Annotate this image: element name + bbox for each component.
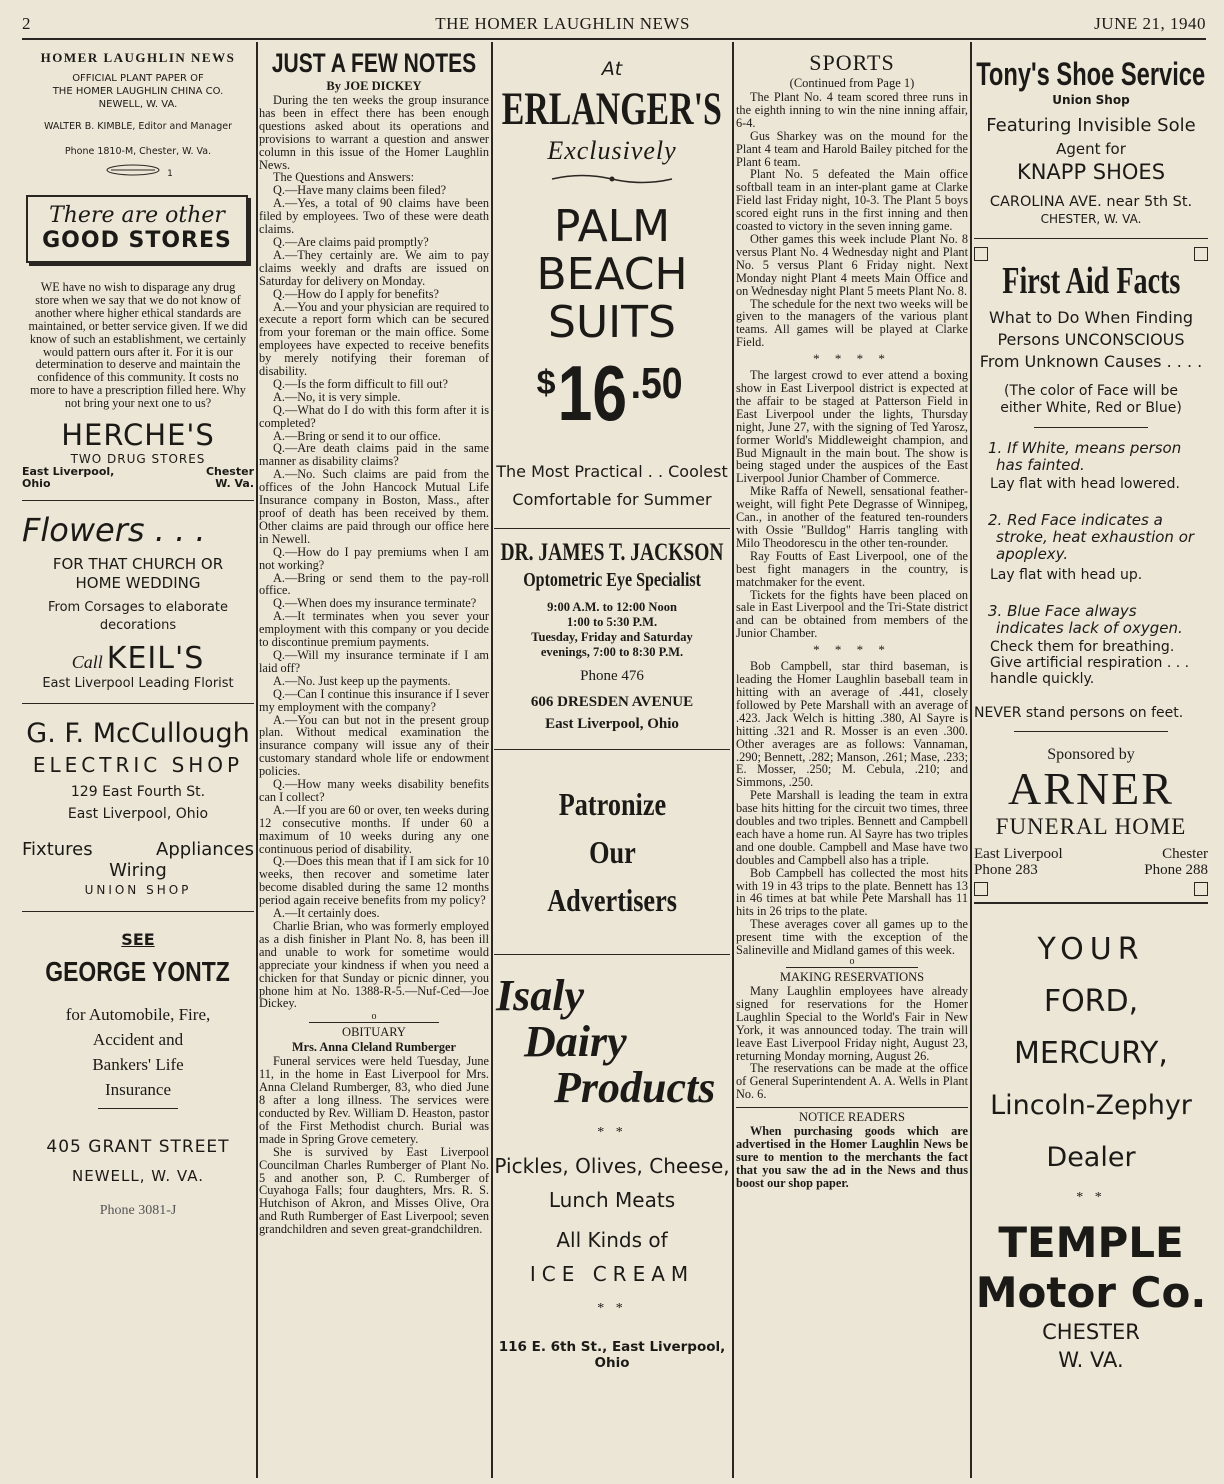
- herche-sub: TWO DRUG STORES: [70, 452, 206, 467]
- jackson-phone: Phone 476: [580, 668, 644, 684]
- tony-name: Tony's Shoe Service: [976, 56, 1206, 92]
- mccullough-services: Fixtures Appliances: [22, 839, 254, 861]
- isaly-dairy: Isaly Dairy Products: [496, 971, 716, 1112]
- yontz-address: 405 GRANT STREET: [46, 1137, 230, 1158]
- notice-head: NOTICE READERS: [799, 1110, 905, 1125]
- ford-dealer: YOUR FORD, MERCURY, Lincoln-Zephyr Dealer: [990, 932, 1192, 1173]
- paragraph: Other games this week include Plant No. 8 versus Plant No. 4 Wednesday night and Plant No. 5 versus Plant 6 Friday night. Next Monday night Plant 4 meets Main Office and on Wednesday night Plant 5 meets Plant No. 8.: [736, 231, 968, 298]
- other-stores-line1: There are other: [49, 203, 225, 228]
- flowers-occasion: FOR THAT CHURCH OR HOME WEDDING: [52, 555, 224, 593]
- suit-tagline: The Most Practical . . Coolest Comfortable for Summer: [496, 462, 728, 509]
- obituary-article: [259, 1055, 489, 1236]
- ford-stars: * *: [1076, 1190, 1106, 1205]
- paragraph: The Plant No. 4 team scored three runs in the eighth inning to win the nine inning affair, 6-4.: [736, 90, 968, 130]
- isaly-products: Pickles, Olives, Cheese, Lunch Meats All Kinds of ICE CREAM: [494, 1154, 730, 1286]
- paragraph: Ray Foutts of East Liverpool, one of the best fight managers in the country, is matchmaker for the event.: [736, 548, 968, 589]
- paragraph: A.—They certainly are. We aim to pay claims weekly and drafts are issued on Saturday for delivery on Monday.: [259, 247, 489, 288]
- paragraph: Charlie Brian, who was formerly employed as a dish finisher in Plant No. 8, has been ill and unable to work for sometime would appreciate your kindness if when you need a chicken for that Sunday or picnic dinner, you phone him at No. 1388-R-5.—Nuf-Ced—Joe Dickey.: [259, 919, 489, 1011]
- paragraph: Tickets for the fights have been placed on sale in East Liverpool and the Tri-State district and can be obtained from members of the Junior Chamber.: [736, 587, 968, 641]
- sports-article-2: [736, 369, 968, 640]
- paragraph: Bob Campbell, star third baseman, is leading the Homer Laughlin baseball team in hitting with an average of .441, closely followed by Pete Marshall with an average of .423. Jack Welch is hitting .380, Al Sayre is hitting .321 and R. Mosser is an even .300. Other averages are as follows: Vannaman, .290; Bennett, .282; Manson, .261; Mase, .233; E. Mosser, .250; M. Cebula, .210; and Simmons, .250.: [736, 659, 968, 790]
- page-number: 2: [22, 14, 31, 33]
- corner-box-icon: [974, 247, 988, 261]
- yontz-services: for Automobile, Fire, Accident and Bankers' Life Insurance: [65, 1005, 211, 1100]
- other-stores-box: [26, 195, 248, 263]
- tony-feature: Featuring Invisible Sole: [986, 115, 1196, 136]
- paragraph: A.—It certainly does.: [273, 906, 380, 921]
- paragraph: The Questions and Answers:: [273, 170, 415, 185]
- corner-box-icon: [1194, 882, 1208, 896]
- tony-union: Union Shop: [1052, 93, 1130, 107]
- yontz-phone: Phone 3081-J: [99, 1203, 177, 1219]
- first-aid-3-action: Check them for breathing. Give artificial respiration . . . handle quickly.: [990, 639, 1190, 687]
- union-label: 1: [22, 163, 254, 181]
- sports-article-1: [736, 91, 968, 349]
- paragraph: Funeral services were held Tuesday, June 11, in the home in East Liverpool for Mrs. Anna Cleland Rumberger, 83, who died June 8 after a long illness. The services were conducted by Rev. William D. Heaston, pastor of the First Methodist church. Burial was made in Spring Grove cemetery.: [259, 1054, 489, 1146]
- mccullough-name: G. F. McCullough: [26, 718, 250, 750]
- paragraph: Many Laughlin employees have already signed for reservations for the Homer Laughlin Special to the World's Fair in New York, it was announced today. The train will leave East Liverpool Friday night, August 23, returning Monday morning, August 26.: [736, 984, 968, 1063]
- reservations-article: [736, 985, 968, 1101]
- herche-body: WE have no wish to disparage any drug store when we say that we do not know of another where higher ethical standards are maintained, or better service given. If we did know of such an establishment, we certainly would pattern ours after it. For it is our determination to deserve and maintain the confidence of this community. It costs no more to have a prescription filled here. Why not bring your next one to us?: [28, 280, 248, 411]
- erlanger-name: ERLANGER'S: [501, 83, 723, 135]
- jackson-hours: 9:00 A.M. to 12:00 Noon 1:00 to 5:30 P.M. Tuesday, Friday and Saturday evenings, 7:00 to 8:30 P.M.: [531, 600, 693, 659]
- paragraph: A.—No, it is very simple.: [273, 389, 401, 404]
- paragraph: Q.—Will my insurance terminate if I am laid off?: [259, 647, 489, 675]
- paragraph: The reservations can be made at the office of General Superintendent A. A. Wells in Plant No. 6.: [736, 1061, 968, 1102]
- paragraph: Q.—How do I pay premiums when I am not working?: [259, 544, 489, 572]
- column-rule: [732, 42, 734, 1478]
- stars-separator: * * * *: [813, 351, 891, 367]
- temple-motor: TEMPLE Motor Co.: [975, 1218, 1207, 1317]
- paragraph: A.—Bring or send them to the pay-roll office.: [259, 570, 489, 598]
- tony-knapp: KNAPP SHOES: [1016, 160, 1166, 184]
- sports-article-3: [736, 660, 968, 957]
- first-aid-title: First Aid Facts: [1001, 260, 1181, 302]
- temple-city: CHESTER W. VA.: [1042, 1320, 1140, 1372]
- isaly-stars-2: * *: [597, 1301, 627, 1316]
- mccullough-address: 129 East Fourth St. East Liverpool, Ohio: [67, 784, 209, 823]
- paragraph: A.—You can but not in the present group plan. Without medical examination the insurance company will issue any of their customary standard whole life or endowment policies.: [259, 712, 489, 779]
- suit-price: $16.50: [536, 349, 683, 437]
- paragraph: A.—Yes, a total of 90 claims have been filed by employees. Two of these were death claims.: [259, 196, 489, 237]
- obituary-name: Mrs. Anna Cleland Rumberger: [292, 1040, 456, 1055]
- mccullough-wiring: Wiring: [109, 860, 167, 882]
- paragraph: A.—No. Such claims are paid from the offices of the John Hancock Mutual Life Insurance company in Boston, Mass., after proof of death has been received by them. Other claims are paid through our office here in Newell.: [259, 467, 489, 546]
- first-aid-2: 2. Red Face indicates a stroke, heat exhaustion or apoplexy.: [988, 511, 1195, 563]
- scroll-ornament-icon: [547, 170, 677, 188]
- sports-continued: (Continued from Page 1): [789, 76, 915, 90]
- separator: o: [849, 956, 855, 967]
- separator: o: [371, 1011, 377, 1023]
- paper-name: HOMER LAUGHLIN NEWS: [40, 50, 236, 65]
- paragraph: These averages cover all games up to the present time with the exception of the Salineville and Midland games of this week.: [736, 917, 968, 958]
- paragraph: She is survived by East Liverpool Councilman Charles Rumberger of Plant No. 5 and another son, P. C. Rumberger of Cuyahoga Falls; four daughters, Mrs. R. S. Hutchison of Akron, and Misses Olive, Ora and Ruth Rumberger of East Liverpool; seven grandchildren and seven great-grandchildren.: [259, 1144, 489, 1237]
- notes-article: [259, 94, 489, 1010]
- paragraph: Q.—Are claims paid promptly?: [273, 234, 429, 249]
- sports-head: SPORTS: [809, 50, 895, 75]
- paragraph: A.—No. Just keep up the payments.: [273, 673, 451, 688]
- editor-line: WALTER B. KIMBLE, Editor and Manager: [43, 121, 233, 132]
- paragraph: The schedule for the next two weeks will be given to the managers of the various plant teams. All games will be played at Clarke Field.: [736, 296, 968, 350]
- notes-headline: JUST A FEW NOTES: [271, 48, 477, 78]
- herche-name: HERCHE'S: [61, 418, 215, 453]
- arner-corners: [974, 882, 1208, 896]
- mccullough-union: UNION SHOP: [84, 883, 192, 898]
- paragraph: Q.—How do I apply for benefits?: [273, 286, 439, 301]
- tony-agent: Agent for: [1056, 140, 1126, 158]
- flowers-title: Flowers . . .: [22, 511, 206, 550]
- paragraph: A.—Bring or send it to our office.: [273, 428, 441, 443]
- keils-tag: East Liverpool Leading Florist: [42, 676, 234, 692]
- yontz-name: SEE GEORGE YONTZ: [45, 930, 231, 988]
- paragraph: Q.—Are death claims paid in the same manner as disability claims?: [259, 441, 489, 469]
- isaly-stars: * *: [597, 1125, 627, 1140]
- phone-line: Phone 1810-M, Chester, W. Va.: [64, 146, 212, 157]
- paragraph: Q.—Can I continue this insurance if I sever my employment with the company?: [259, 686, 489, 714]
- paragraph: Q.—What do I do with this form after it is completed?: [259, 402, 489, 430]
- flowers-desc: From Corsages to elaborate decorations: [48, 600, 228, 634]
- column-rule: [970, 42, 972, 1478]
- paragraph: A.—If you are 60 or over, ten weeks during 12 consecutive months. If under 60 a maximum of 10 weeks during any one continuous period of disability.: [259, 802, 489, 856]
- arner-sub: FUNERAL HOME: [995, 814, 1187, 839]
- paragraph: A.—You and your physician are required to execute a report form which can be secured from your foreman or the main office. Some employees have expected to receive benefits by merely notifying their foreman of disability.: [259, 299, 489, 379]
- obituary-head: OBITUARY: [342, 1025, 406, 1040]
- column-rule: [256, 42, 258, 1478]
- paragraph: A.—It terminates when you sever your employment with this company or you decide to discontinue premium payments.: [259, 609, 489, 650]
- first-aid-2-action: Lay flat with head up.: [990, 567, 1143, 583]
- corner-box-icon: [974, 882, 988, 896]
- column-4: [736, 42, 968, 1478]
- paragraph: Q.—Have many claims been filed?: [273, 183, 447, 198]
- palm-beach-suits: PALM BEACH SUITS: [536, 201, 688, 348]
- sponsored-by: Sponsored by: [1047, 746, 1135, 763]
- column-rule: [491, 42, 493, 1478]
- paragraph: Q.—How many weeks disability benefits can I collect?: [259, 777, 489, 804]
- stars-separator: * * * *: [813, 642, 891, 658]
- arner-locations: East Liverpool Phone 283 Chester Phone 288: [974, 846, 1208, 878]
- corner-box-icon: [1194, 247, 1208, 261]
- masthead: [22, 10, 1206, 40]
- isaly-address: 116 E. 6th St., East Liverpool, Ohio: [498, 1339, 726, 1371]
- reservations-head: MAKING RESERVATIONS: [779, 970, 925, 984]
- herche-locations: East Liverpool, Ohio Chester W. Va.: [22, 465, 254, 491]
- paragraph: Bob Campbell has collected the most hits with 19 in 43 trips to the plate. Bennett has 13 in 46 times at bat while Pete Marshall has 11 hits in 26 trips to the plate.: [736, 865, 968, 919]
- paper-description: OFFICIAL PLANT PAPER OF THE HOMER LAUGHLIN CHINA CO. NEWELL, W. VA.: [52, 73, 224, 110]
- paragraph: Gus Sharkey was on the mound for the Plant 4 team and Harold Bailey pitched for the Plant 6 team.: [736, 128, 968, 169]
- erlanger-at: At: [601, 58, 623, 80]
- mccullough-sub: ELECTRIC SHOP: [32, 753, 244, 778]
- column-2: [259, 42, 489, 1478]
- first-aid-1: 1. If White, means person has fainted.: [988, 439, 1182, 474]
- first-aid-1-action: Lay flat with head lowered.: [990, 476, 1180, 492]
- jackson-name: DR. JAMES T. JACKSON: [500, 539, 724, 566]
- paragraph: Mike Raffa of Newell, sensational feather-weight, will fight Pete Degrasse of Winnipeg, Can., in another of the featured ten-rounders with Ossie "Bulldog" Harris tangling with Milo Theodorescu in the other ten-rounder.: [736, 484, 968, 550]
- paragraph: Plant No. 5 defeated the Main office softball team in an inter-plant game at Clarke Field last Friday night, 10-3. The Plant 5 boys scored eight runs in the first inning and then coasted to victory in the seven inning game.: [736, 167, 968, 234]
- notes-byline: By JOE DICKEY: [326, 79, 422, 93]
- keils-name: Call KEIL'S: [71, 641, 205, 677]
- column-3: [494, 42, 730, 1478]
- other-stores-line2: GOOD STORES: [42, 228, 232, 253]
- yontz-city: NEWELL, W. VA.: [72, 1167, 204, 1186]
- tony-address: CAROLINA AVE. near 5th St.: [989, 194, 1193, 210]
- paragraph: Pete Marshall is leading the team in extra base hits hitting for the circuit two times, three doubles and two triples. Bennett and Campbell each have a home run. Al Sayre has two triples and one double. Campbell and Mase have two doubles and Campbell also has a triple.: [736, 788, 968, 867]
- union-label-icon: [103, 164, 163, 176]
- erlanger-exclusively: Exclusively: [547, 136, 677, 165]
- first-aid-intro: What to Do When Finding Persons UNCONSCIOUS From Unknown Causes . . . .: [979, 308, 1203, 371]
- paragraph: During the ten weeks the group insurance has been in effect there has been enough questions asked about its operations and provisions to warrant a question and answer column in this issue of the Homer Laughlin News.: [259, 93, 489, 172]
- first-aid-never: NEVER stand persons on feet.: [974, 705, 1184, 721]
- patronize-advertisers: Patronize Our Advertisers: [547, 786, 677, 918]
- arner-name: ARNER: [1008, 763, 1174, 814]
- paragraph: Q.—Is the form difficult to fill out?: [273, 376, 448, 391]
- paper-title: THE HOMER LAUGHLIN NEWS: [435, 14, 690, 33]
- first-aid-3: 3. Blue Face always indicates lack of oxygen.: [988, 602, 1183, 637]
- notice-body: When purchasing goods which are advertised in the Homer Laughlin News be sure to mention to the merchants the fact that you saw the ad in the News and thus boost our shop paper.: [736, 1124, 968, 1190]
- first-aid-colors: (The color of Face will be either White, Red or Blue): [1000, 383, 1182, 416]
- column-5: [974, 42, 1208, 1478]
- column-1: [22, 42, 254, 1478]
- ornament: [494, 170, 730, 193]
- paragraph: Q.—When does my insurance terminate?: [273, 596, 477, 611]
- jackson-title: Optometric Eye Specialist: [523, 569, 701, 591]
- tony-city: CHESTER, W. VA.: [1040, 212, 1142, 226]
- issue-date: JUNE 21, 1940: [1094, 14, 1206, 33]
- jackson-address: 606 DRESDEN AVENUE East Liverpool, Ohio: [530, 694, 694, 732]
- paragraph: The largest crowd to ever attend a boxing show in East Liverpool district is expected at the affair to be staged at Patterson Field in East Liverpool under the lights, Thursday night, June 27, with the signing of Ted Yarosz, former World's Middleweight champion, and Bud Mignault in the main bout. The show is being staged under the auspices of the East Liverpool Junior Chamber of Commerce.: [736, 368, 968, 486]
- paragraph: Q.—Does this mean that if I am sick for 10 weeks, then recover and sometime later become disabled during the same 12 months period again receive benefits from my policy?: [259, 854, 489, 908]
